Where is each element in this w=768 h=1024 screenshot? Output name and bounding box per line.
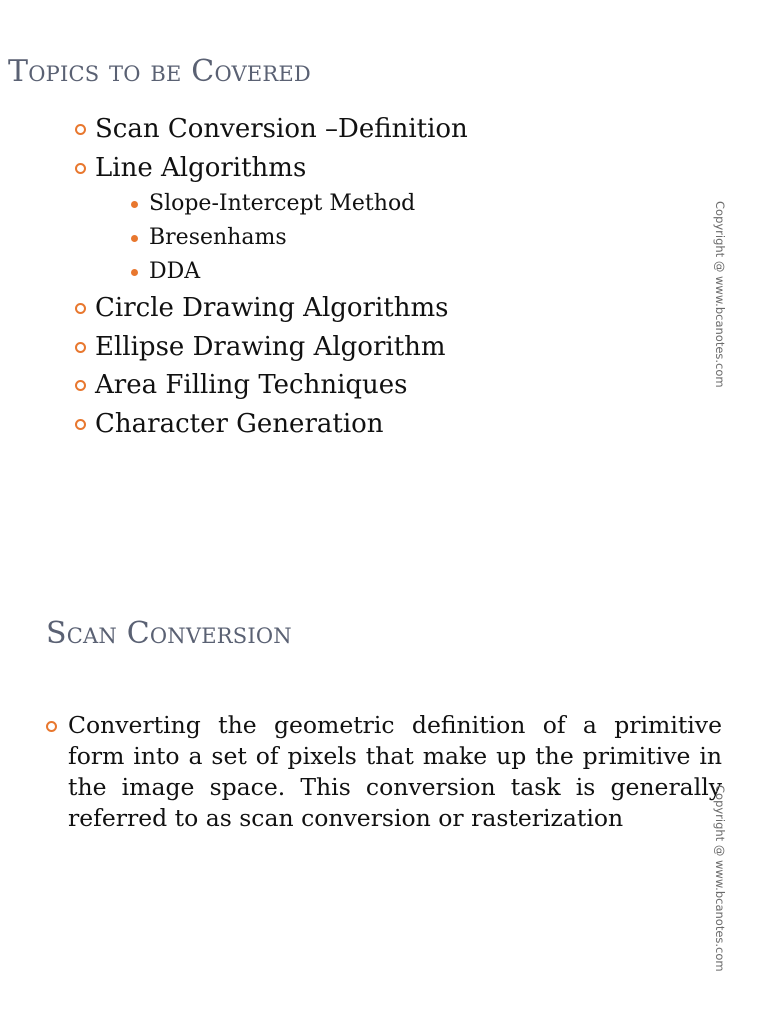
subtopic-list xyxy=(95,187,468,289)
bullet-item xyxy=(42,710,722,834)
ring-bullet-icon xyxy=(75,124,86,135)
topic-label: Area Filling Techniques xyxy=(95,370,408,400)
dot-bullet-icon xyxy=(131,269,138,276)
subtopic-label: Slope-Intercept Method xyxy=(149,191,416,216)
topic-list xyxy=(72,110,468,443)
topic-item xyxy=(72,110,468,149)
ring-bullet-icon xyxy=(75,380,86,391)
copyright-watermark: Copyright @ www.bcanotes.com xyxy=(713,201,727,388)
slide-scan-conversion xyxy=(0,512,768,1024)
topic-item xyxy=(72,366,468,405)
subtopic-label: Bresenhams xyxy=(149,225,287,250)
slide-title: Topics to be Covered xyxy=(8,54,311,89)
subtopic-item xyxy=(125,255,468,289)
ring-bullet-icon xyxy=(75,163,86,174)
ring-bullet-icon xyxy=(75,303,86,314)
dot-bullet-icon xyxy=(131,201,138,208)
topic-item xyxy=(72,289,468,328)
topic-item xyxy=(72,405,468,444)
topic-item xyxy=(72,149,468,290)
topic-label: Ellipse Drawing Algorithm xyxy=(95,331,446,362)
subtopic-label: DDA xyxy=(149,259,201,284)
topic-label: Circle Drawing Algorithms xyxy=(95,293,449,323)
topic-label: Scan Conversion –Definition xyxy=(95,114,468,144)
ring-bullet-icon xyxy=(75,419,86,430)
subtopic-item xyxy=(125,187,468,221)
topic-item xyxy=(72,328,468,367)
dot-bullet-icon xyxy=(131,235,138,242)
topic-label: Line Algorithms xyxy=(95,152,307,183)
subtopic-item xyxy=(125,221,468,255)
ring-bullet-icon xyxy=(75,342,86,353)
copyright-watermark: Copyright @ www.bcanotes.com xyxy=(713,785,727,972)
slide-title: Scan Conversion xyxy=(46,616,292,651)
bullet-text: Converting the geometric definition of a primitive form into a set of pixels that make up the primitive in the image space. This conversion task is generally referred to as scan conversion or rasterization xyxy=(68,711,722,832)
ring-bullet-icon xyxy=(46,721,57,732)
bullet-list xyxy=(42,710,722,834)
topic-label: Character Generation xyxy=(95,408,384,439)
